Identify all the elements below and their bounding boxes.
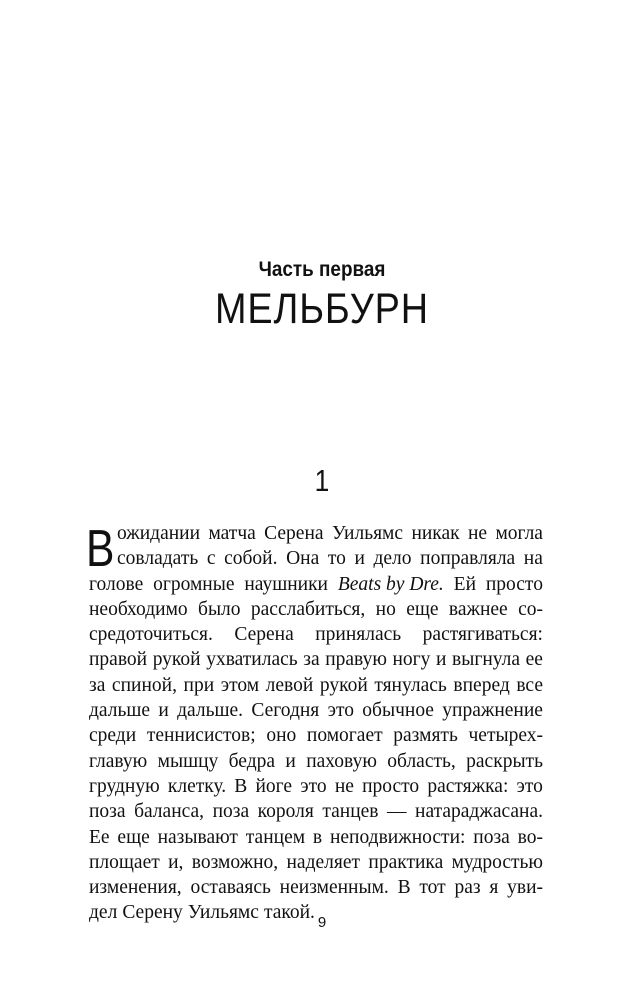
word: неподвижности: <box>329 826 466 848</box>
part-title: МЕЛЬБУРН <box>214 285 430 333</box>
word: Она <box>286 548 320 570</box>
word: за <box>89 674 106 696</box>
word: важнее <box>448 598 508 620</box>
page-number: 9 <box>317 914 327 931</box>
word: в <box>312 826 323 848</box>
word: Уильямс <box>331 523 404 544</box>
word: размять <box>393 725 458 747</box>
text-line <box>89 647 543 672</box>
word: площает <box>89 851 160 873</box>
word: танцем <box>245 826 306 848</box>
word: оно <box>266 725 297 747</box>
word: изменения, <box>89 877 182 899</box>
text-line <box>89 825 543 850</box>
drop-cap: В <box>86 520 115 578</box>
word: расслабиться, <box>250 598 366 620</box>
word: среди <box>89 725 137 747</box>
word: Ее <box>89 826 110 848</box>
word: дальше <box>89 700 151 722</box>
text-line <box>89 774 543 799</box>
paragraph-lines <box>89 521 543 926</box>
word: четырех- <box>468 725 543 747</box>
word: — <box>387 801 407 823</box>
word: называют <box>157 826 238 848</box>
word: вперед <box>453 674 510 696</box>
word: растягиваться: <box>422 624 543 646</box>
word: но <box>375 598 396 620</box>
word: просто <box>362 775 420 797</box>
word: могла <box>495 523 543 544</box>
word: возможно, <box>191 851 279 873</box>
text-line <box>89 698 543 723</box>
word: обычное <box>362 700 434 722</box>
word: со- <box>518 598 543 620</box>
word: просто <box>485 573 543 595</box>
word: натараджасана. <box>415 801 543 823</box>
word: В <box>234 775 248 797</box>
word: еще <box>406 598 439 620</box>
word: растяжка: <box>427 775 509 797</box>
word: мудростью <box>451 851 543 873</box>
word: не <box>468 523 488 544</box>
word: наделяет <box>286 851 361 873</box>
word: уви- <box>507 877 543 899</box>
word: наушники <box>244 573 328 595</box>
word: было <box>198 598 241 620</box>
word: при <box>183 674 215 696</box>
word: это <box>516 775 543 797</box>
word: это <box>327 700 354 722</box>
word: Beats by Dre. <box>337 573 444 595</box>
word: поза <box>212 801 250 823</box>
word: такой. <box>263 902 315 924</box>
word: левой <box>265 674 314 696</box>
text-line <box>89 875 543 900</box>
word: выгнула <box>452 649 521 671</box>
word: ожидании <box>117 523 201 544</box>
word: Серену <box>122 902 183 924</box>
word: Серена <box>234 624 294 646</box>
text-line <box>89 850 543 875</box>
word: никак <box>411 523 460 544</box>
word: теннисистов; <box>146 725 256 747</box>
word: упражнение <box>442 700 543 722</box>
word: неизменным. <box>279 877 389 899</box>
text-line <box>89 799 543 824</box>
word: практика <box>368 851 444 873</box>
word: спиной, <box>111 674 177 696</box>
word: главую <box>89 750 148 772</box>
word: раз <box>454 877 481 899</box>
word: средоточиться. <box>89 624 213 646</box>
word: клетку. <box>167 775 227 797</box>
word: правую <box>325 649 387 671</box>
word: короля <box>257 801 314 823</box>
word: все <box>516 674 543 696</box>
word: рукой <box>319 674 368 696</box>
text-line <box>89 546 543 571</box>
word: и <box>285 750 296 772</box>
text-line <box>89 749 543 774</box>
word: этом <box>220 674 260 696</box>
word: паховую <box>306 750 377 772</box>
word: бедра <box>228 750 276 772</box>
word: оставаясь <box>190 877 271 899</box>
word: дальше. <box>177 700 244 722</box>
word: Сегодня <box>251 700 320 722</box>
word: и <box>436 649 447 671</box>
chapter-body-text <box>86 520 543 926</box>
word: мышцу <box>157 750 219 772</box>
word: и <box>354 548 365 570</box>
text-line <box>89 521 543 546</box>
word: не <box>334 775 354 797</box>
word: дело <box>373 548 412 570</box>
word: раскрыть <box>466 750 543 772</box>
text-line <box>89 622 543 647</box>
word: во- <box>517 826 543 848</box>
word: дел <box>89 902 118 924</box>
word: собой. <box>224 548 278 570</box>
word: то <box>327 548 346 570</box>
word: поза <box>89 801 126 823</box>
word: поправляла <box>420 548 516 570</box>
word: тянулась <box>374 674 447 696</box>
word: я <box>489 877 499 899</box>
word: йоге <box>255 775 293 797</box>
word: ее <box>525 649 543 671</box>
word: голове <box>89 573 144 595</box>
text-line <box>89 723 543 748</box>
part-label: Часть первая <box>258 258 386 281</box>
word: и, <box>168 851 184 873</box>
word: еще <box>117 826 150 848</box>
word: за <box>303 649 320 671</box>
word: Ей <box>453 573 477 595</box>
word: баланса, <box>134 801 205 823</box>
word: на <box>523 548 543 570</box>
word: Серена <box>264 523 324 544</box>
word: рукой <box>152 649 201 671</box>
word: правой <box>89 649 148 671</box>
word: и <box>158 700 169 722</box>
word: область, <box>387 750 456 772</box>
word: это <box>300 775 327 797</box>
word: ногу <box>392 649 431 671</box>
word: ухватилась <box>206 649 298 671</box>
word: тот <box>419 877 446 899</box>
word: принялась <box>315 624 402 646</box>
word: совладать <box>117 548 199 570</box>
word: В <box>397 877 411 899</box>
chapter-number: 1 <box>314 463 330 498</box>
word: поза <box>473 826 510 848</box>
word: помогает <box>306 725 383 747</box>
word: необходимо <box>89 598 188 620</box>
word: грудную <box>89 775 160 797</box>
word: с <box>206 548 216 570</box>
word: Уильямс <box>187 902 259 924</box>
text-line <box>89 572 543 597</box>
word: огромные <box>153 573 235 595</box>
text-line <box>89 597 543 622</box>
word: матча <box>208 523 256 544</box>
text-line <box>89 673 543 698</box>
word: танцев <box>322 801 379 823</box>
